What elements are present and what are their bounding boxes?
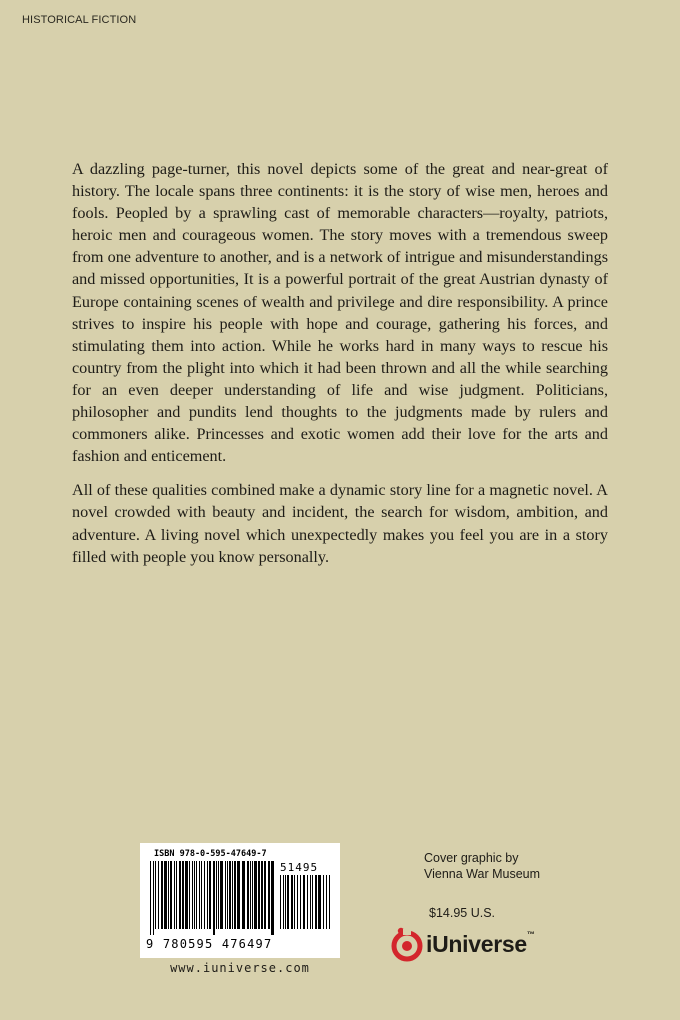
barcode-bar xyxy=(264,861,266,929)
publisher-name: iUniverse xyxy=(426,930,527,957)
barcode-bar xyxy=(204,861,205,929)
barcode-bar xyxy=(252,861,253,929)
barcode-bar xyxy=(254,861,257,929)
barcode-bar xyxy=(155,861,156,929)
barcode-bar xyxy=(201,861,202,929)
barcode-bar xyxy=(318,875,321,929)
barcode-bar xyxy=(207,861,208,929)
barcode-bar xyxy=(283,875,284,929)
barcode-bar xyxy=(312,875,313,929)
isbn-barcode xyxy=(140,843,340,958)
barcode-bar xyxy=(291,875,293,929)
price-addon-bars xyxy=(280,875,332,935)
blurb-paragraph-1: A dazzling page-turner, this novel depicts some of the great and near-great of history. The locale spans three continents: it is the story of wise men, heroes and fools. Peopled by a sprawling cast of memorable characters—royalty, patriots, heroic men and courageous women. The story moves with a tremendous sweep from one adventure to another, and is a network of intrigue and misunderstandings and missed opportunities, It is a powerful portrait of the great Austrian dynasty of Europe containing scenes of wealth and privilege and dire responsibility. A prince strives to inspire his people with hope and courage, gathering his forces, and stimulating them into action. While he works hard in many ways to rescue his country from the plight into which it had been thrown and all the while searching for an even deeper understanding of life and wise judgment. Politicians, philosopher and pundits lend thoughts to the judgments made by rulers and commoners alike. Princesses and exotic women add their love for the arts and fashion and enticement. xyxy=(72,160,608,466)
ean-digits: 9 780595 476497 xyxy=(146,937,273,951)
genre-label: HISTORICAL FICTION xyxy=(22,14,137,26)
barcode-bar xyxy=(294,875,295,929)
ean-barcode-bars xyxy=(150,861,274,935)
barcode-bar xyxy=(326,875,327,929)
price-label: $14.95 U.S. xyxy=(429,906,496,920)
barcode-bar xyxy=(220,861,223,929)
barcode-bar xyxy=(182,861,184,929)
barcode-bar xyxy=(232,861,233,929)
barcode-bar xyxy=(268,861,270,929)
barcode-bar xyxy=(164,861,167,929)
price-code-digits: 51495 xyxy=(280,861,319,874)
barcode-bar xyxy=(307,875,308,929)
barcode-bar xyxy=(161,861,163,929)
barcode-bar xyxy=(271,861,274,935)
publisher-website: www.iuniverse.com xyxy=(170,961,310,975)
barcode-bar xyxy=(150,861,151,935)
back-cover-blurb xyxy=(72,158,608,580)
barcode-bar xyxy=(199,861,200,929)
barcode-bar xyxy=(209,861,211,929)
trademark-symbol: ™ xyxy=(526,930,535,939)
barcode-bar xyxy=(196,861,197,929)
barcode-bar xyxy=(229,861,231,929)
barcode-bar xyxy=(189,861,190,929)
barcode-bar xyxy=(225,861,226,929)
barcode-bar xyxy=(194,861,195,929)
barcode-bar xyxy=(174,861,175,929)
barcode-bar xyxy=(258,861,260,929)
barcode-bar xyxy=(310,875,311,929)
barcode-bar xyxy=(179,861,181,929)
iuniverse-swirl-icon xyxy=(390,926,424,962)
barcode-bar xyxy=(303,875,305,929)
barcode-bar xyxy=(168,861,169,929)
isbn-number: ISBN 978-0-595-47649-7 xyxy=(154,849,267,859)
barcode-bar xyxy=(300,875,301,929)
cover-credit-line-2: Vienna War Museum xyxy=(424,867,541,881)
barcode-bar xyxy=(176,861,177,929)
barcode-bar xyxy=(185,861,188,929)
cover-credit xyxy=(424,850,540,882)
barcode-bar xyxy=(216,861,217,929)
barcode-bar xyxy=(261,861,263,929)
barcode-bar xyxy=(227,861,228,929)
barcode-bar xyxy=(234,861,236,929)
barcode-bar xyxy=(250,861,251,929)
barcode-bar xyxy=(247,861,249,929)
barcode-bar xyxy=(297,875,298,929)
blurb-paragraph-2: All of these qualities combined make a dynamic story line for a magnetic novel. A novel crowded with beauty and incident, the search for wisdom, ambition, and adventure. A living novel which unexpectedly makes you feel you are in a story filled with people you know personally. xyxy=(72,481,608,566)
cover-credit-line-1: Cover graphic by xyxy=(424,851,519,865)
barcode-bar xyxy=(242,861,245,929)
barcode-bar xyxy=(213,861,215,935)
barcode-bar xyxy=(285,875,286,929)
barcode-bar xyxy=(158,861,159,929)
barcode-bar xyxy=(237,861,240,929)
barcode-bar xyxy=(153,861,154,935)
barcode-bar xyxy=(170,861,172,929)
barcode-bar xyxy=(323,875,324,929)
barcode-bar xyxy=(287,875,289,929)
barcode-bar xyxy=(315,875,317,929)
barcode-bar xyxy=(218,861,219,929)
barcode-bar xyxy=(329,875,330,929)
publisher-logo xyxy=(390,924,535,964)
barcode-bar xyxy=(192,861,193,929)
barcode-bar xyxy=(280,875,281,929)
